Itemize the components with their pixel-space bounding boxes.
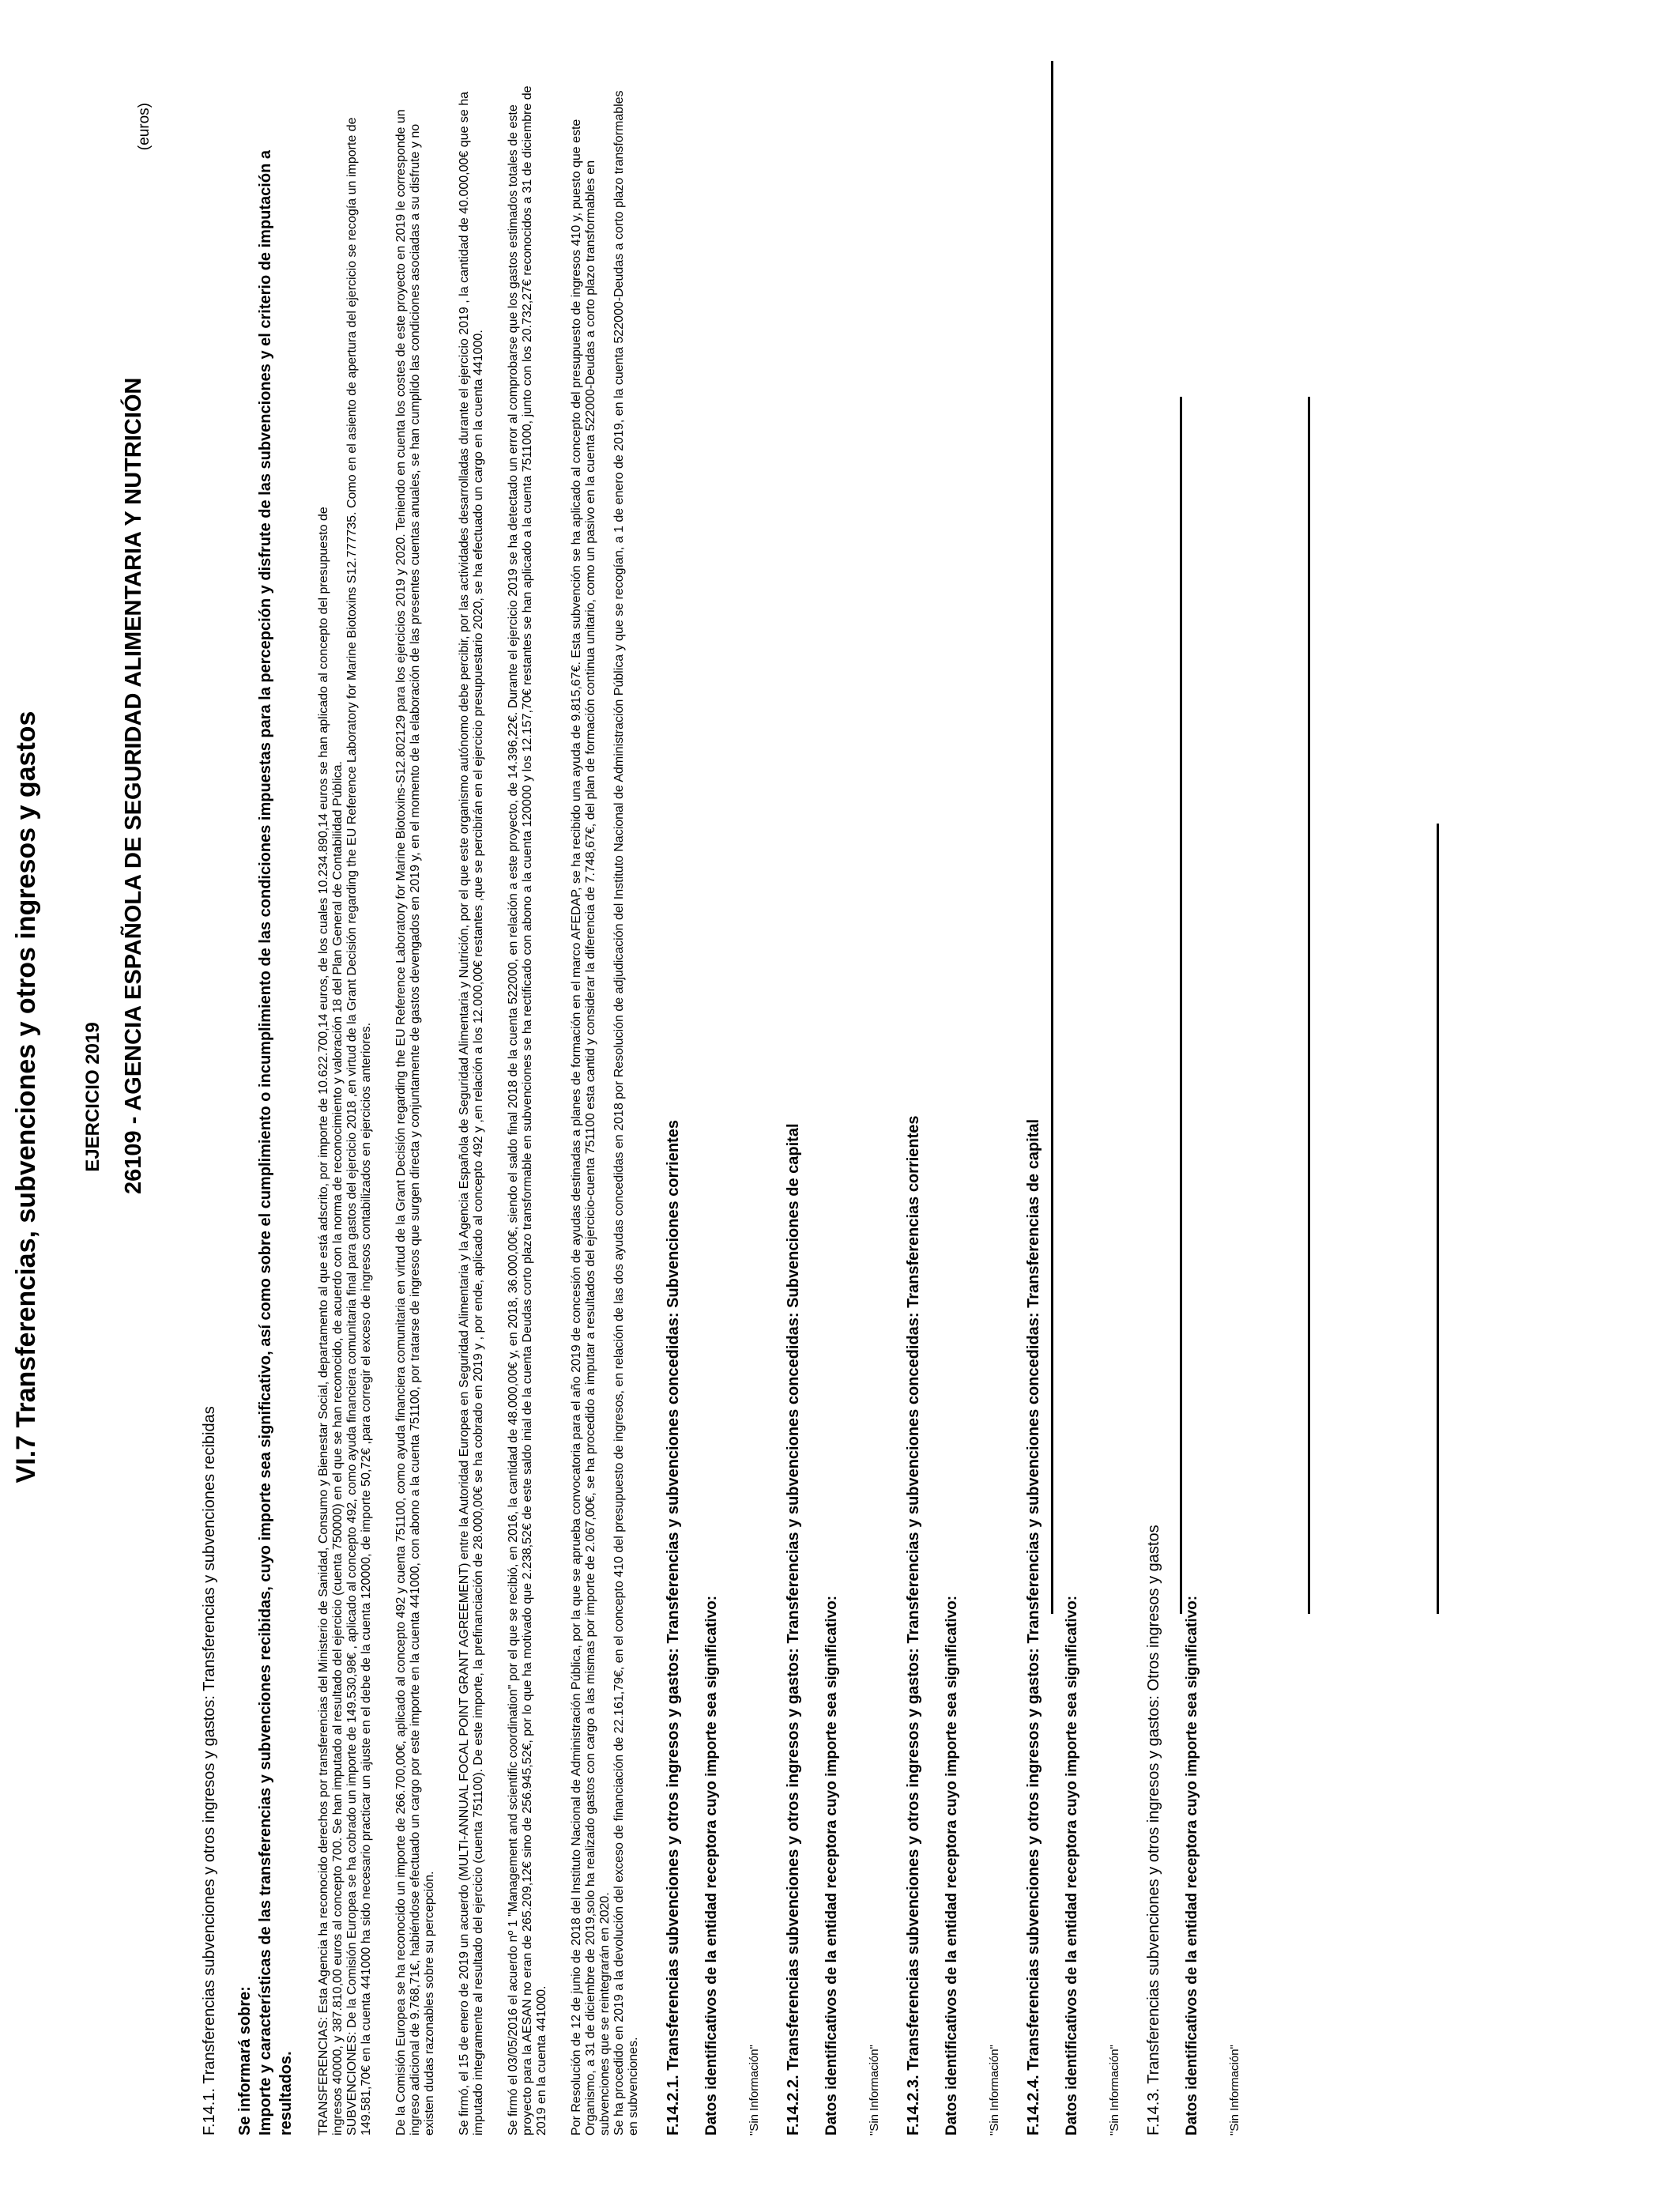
subsection-f1422 xyxy=(785,81,881,2136)
subsection-heading: F.14.2.4. Transferencias subvenciones y otros ingresos y gastos: Transferencias y subvenciones concedidas: Transferencias de capital xyxy=(1025,1118,1042,2136)
sin-informacion: "Sin Información" xyxy=(988,2045,1001,2136)
document-body xyxy=(201,81,1241,2136)
horizontal-rule xyxy=(1437,824,1439,1614)
subsection-heading: F.14.2.3. Transferencias subvenciones y otros ingresos y gastos: Transferencias y subvenciones concedidas: Transferencias corrientes xyxy=(905,1115,922,2136)
paragraph: TRANSFERENCIAS: Esta Agencia ha reconocido derechos por transferencias del Ministerio de Sanidad, Consumo y Bienestar Social, departamento al que está adscrito, por importe de 10.622.700,14 euros, de los cuales 10.234.890,14 euros se han aplicado al concepto del presupuesto de ingresos 40000, y 387.810,00 euros al concepto 700. Se han imputado al resultado del ejercicio (cuenta 750000) en el que se han reconocido, de acuerdo con la norma de reconocimiento y valoración 18 del Plan General de Contabilidad Pública. SUBVENCIONES: De la Comisión Europea se ha cobrado un importe de 149.530,98€ , aplicado al concepto 492, como ayuda financiera comunitaria final para gastos del ejercicio 2018 ,en virtud de la Grant Decisión regarding the EU Reference Laboratory for Marine Biotoxins S12.777735. Como en el asiento de apertura del ejercicio se recogía un importe de 149.581,70€ en la cuenta 441000 ha sido necesario practicar un ajuste en el debe de la cuenta 120000, de importe 50,72€ ,para corregir el exceso de ingresos contabilizados en ejercicios anteriores. xyxy=(317,117,373,2136)
paragraph: Se firmó, el 15 de enero de 2019 un acuerdo (MULTI-ANNUAL FOCAL POINT GRANT AGREEMENT) entre la Autoridad Europea en Seguridad Alimentaria y la Agencia Española de Seguridad Alimentaria y Nutrición, por el que este organismo autónomo debe percibir, por las actividades desarrolladas durante el ejercicio 2019 , la cantidad de 40.000,00€ que se ha imputado integramente al resultado del ejercicio (cuenta 751100). De este importe, la prefinanciación de 28.000,00€ se ha cobrado en 2019 y , por ende, aplicado al concepto 492 y ,en relación a los 12.000,00€ restantes ,que se percibirán en el ejercicio presupuestario 2020, se ha efectuado un cargo en la cuenta 441000. xyxy=(458,91,485,2136)
receptor-label: Datos identificativos de la entidad receptora cuyo importe sea significativo: xyxy=(944,1595,960,2136)
receptor-label: Datos identificativos de la entidad receptora cuyo importe sea significativo: xyxy=(1064,1595,1080,2136)
subsection-f1424 xyxy=(1025,81,1121,2136)
fiscal-year: EJERCICIO 2019 xyxy=(82,1022,104,1172)
informara-label: Se informará sobre: xyxy=(236,1986,254,2136)
paragraph: Se firmó el 03/05/2016 el acuerdo nº 1 "Management and scientific coordination" por el que se recibió, en 2016, la cantidad de 48.000,00€ y, en 2018, 36.000,00€, siendo el saldo final 2018 de la cuenta 522000, en relación a este proyecto, de 14.396,22€. Durante el ejercicio 2019 se ha detectado un error al comprobarse que los gastos estimados totales de este proyecto para la AESAN no eran de 265.209,12€ sino de 256.945,52€, por lo que ha motivado que 2.238,52€ de este saldo inial de la cuenta Deudas corto plazo transformable en subvenciones se ha rectificado con abono a la cuenta 120000 y los 12.157,70€ restantes se han aplicado a la cuenta 7511000, junto con los 20.732,27€ reconocidos a 31 de diciembre de 2019 en la cuenta 441000. xyxy=(507,85,548,2136)
sin-informacion: "Sin Información" xyxy=(1108,2045,1121,2136)
section-heading-f141: F.14.1. Transferencias subvenciones y otros ingresos y gastos: Transferencias y subvenciones recibidas xyxy=(201,1406,218,2136)
sin-informacion: "Sin Información" xyxy=(1228,2045,1241,2136)
subsection-heading: F.14.3. Transferencias subvenciones y otros ingresos y gastos: Otros ingresos y gastos xyxy=(1145,1525,1162,2136)
importe-description: Importe y características de las transferencias y subvenciones recibidas, cuyo importe sea significativo, así como sobre el cumplimiento o incumplimiento de las condiciones impuestas para la percepción y disfrute de las subvenciones y el criterio de imputación a resultados. xyxy=(257,150,295,2136)
page-title: VI.7 Transferencias, subvenciones y otros ingresos y gastos xyxy=(11,711,41,1483)
subsection-heading: F.14.2.1. Transferencias subvenciones y otros ingresos y gastos: Transferencias y subvenciones concedidas: Subvenciones corrientes xyxy=(665,1120,682,2136)
receptor-label: Datos identificativos de la entidad receptora cuyo importe sea significativo: xyxy=(1184,1595,1200,2136)
subsection-f143 xyxy=(1145,81,1241,2136)
paragraph: De la Comisión Europea se ha reconocido un importe de 266.700,00€, aplicado al concepto 492 y cuenta 751100, como ayuda financiera comunitaria en virtud de la Grant Decisión regarding the EU Reference Laboratory for Marine Biotoxins-S12.802129 para los ejercicios 2019 y 2020. Teniendo en cuenta los costes de este proyecto en 2019 le corresponde un ingreso adicional de 9.768,71€, habiéndose efectuado un cargo por este importe en la cuenta 441000, con abono a la cuenta 751100, por tratarse de ingresos que surgen directa y conjuntamente de gastos devengados en 2019 y, en el momento de la elaboración de las presentes cuentas anuales, se han cumplido las condiciones asociadas a su disfrute y no existen dudas razonables sobre su percepción. xyxy=(394,109,436,2136)
currency-note: (euros) xyxy=(136,103,153,151)
horizontal-rule xyxy=(1308,397,1310,1614)
sin-informacion: "Sin Información" xyxy=(748,2045,761,2136)
receptor-label: Datos identificativos de la entidad receptora cuyo importe sea significativo: xyxy=(823,1595,840,2136)
entity-name: 26109 - AGENCIA ESPAÑOLA DE SEGURIDAD ALIMENTARIA Y NUTRICIÓN xyxy=(121,377,146,1194)
subsection-heading: F.14.2.2. Transferencias subvenciones y otros ingresos y gastos: Transferencias y subvenciones concedidas: Subvenciones de capital xyxy=(785,1123,802,2136)
sin-informacion: "Sin Información" xyxy=(868,2045,881,2136)
receptor-label: Datos identificativos de la entidad receptora cuyo importe sea significativo: xyxy=(703,1595,720,2136)
paragraph: Por Resolución de 12 de junio de 2018 del Instituto Nacional de Administración Pública, por la que se aprueba convocatoria para el año 2019 de concesión de ayudas destinadas a planes de formación en el marco AFEDAP, se ha recibido una ayuda de 9.815,67€. Esta subvención se ha aplicado al concepto del presupuesto de ingresos 410 y, puesto que este Organismo, a 31 de diciembre de 2019,solo ha realizado gastos con cargo a las mismas por importe de 2.067,00€, se ha procedido a imputar a resultados del ejercicio-cuenta 751100 esta cantid y considerar la diferencia de 7.748,67€, del plan de formación continua unitario, como un pasivo en la cuenta 522000-Deudas a corto plazo transformables en subvenciones que se reintegrarán en 2020. Se ha procedido en 2019 a la devolución del exceso de financiación de 22.161,79€, en el concepto 410 del presupuesto de ingresos, en relación de las dos ayudas concedidas en 2018 por Resolución de adjudicación del Instituto Nacional de Administración Pública y que se recogían, a 1 de enero de 2019, en la cuenta 522000-Deudas a corto plazo transformables en subvenciones. xyxy=(570,90,640,2136)
subsection-f1423 xyxy=(905,81,1001,2136)
subsection-f1421 xyxy=(665,81,761,2136)
